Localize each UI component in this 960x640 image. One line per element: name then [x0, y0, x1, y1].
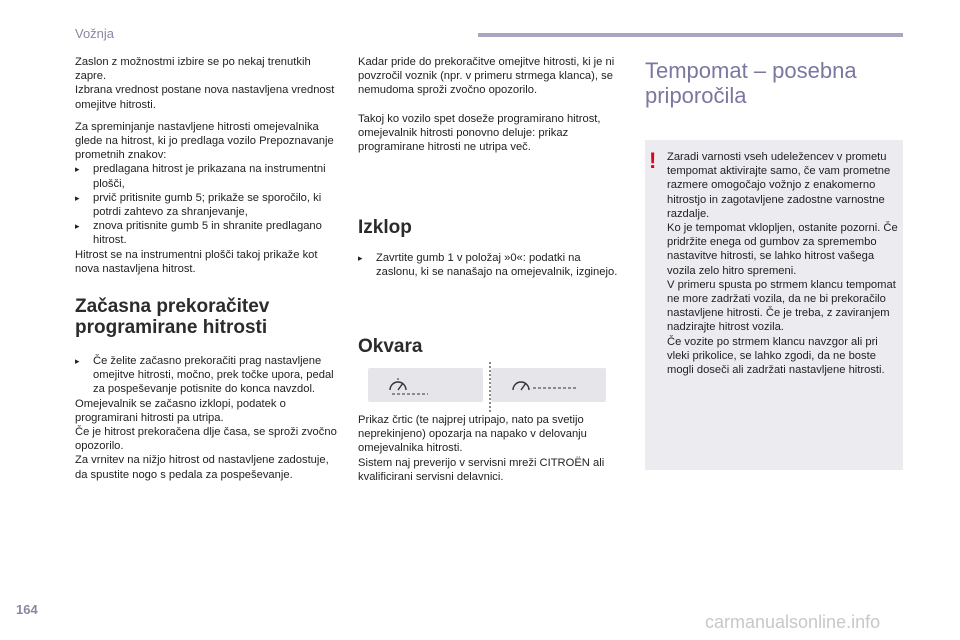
tempomat-title: Tempomat – posebna priporočila: [645, 58, 857, 108]
paragraph: Takoj ko vozilo spet doseže programirano hitrost, omejevalnik hitrosti ponovno deluje: prikaz programirane hitrosti ne utripa več.: [358, 112, 601, 154]
paragraph: Prikaz črtic (te najprej utripajo, nato pa svetijo neprekinjeno) opozarja na napako v delovanju omejevalnika hitrosti. Sistem naj preverijo v servisni mreži CITROËN ali kvalificirani servisni delavnici.: [358, 414, 605, 483]
heading-izklop: Izklop: [358, 217, 412, 238]
bullet-list: [358, 251, 618, 279]
speedometer-icon: [368, 368, 483, 402]
bullet-list: [75, 354, 340, 397]
list-item: ▸ Če želite začasno prekoračiti prag nastavljene omejitve hitrosti, močno, prek točke upora, pedal za pospeševanje potisnite do konca navzdol.: [75, 354, 340, 397]
column-1: [75, 55, 340, 490]
paragraph: Zaslon z možnostmi izbire se po nekaj trenutkih zapre. Izbrana vrednost postane nova nastavljena vrednost omejitve hitrosti.: [75, 56, 335, 111]
watermark: carmanualsonline.info: [705, 612, 881, 632]
section-heading: Začasna prekoračitev programirane hitrosti: [75, 296, 270, 339]
okvara-body: [358, 413, 623, 492]
list-item: ▸ znova pritisnite gumb 5 in shranite predlagano hitrost.: [75, 219, 340, 247]
list-item: ▸ prvič pritisnite gumb 5; prikaže se sporočilo, ki potrdi zahtevo za shranjevanje,: [75, 191, 340, 219]
izklop-body: [358, 251, 618, 279]
heading-okvara: Okvara: [358, 336, 423, 357]
paragraph: Kadar pride do prekoračitve omejitve hitrosti, ki je ni povzročil voznik (npr. v primeru strmega klanca), se nemudoma sproži zvočno opozorilo.: [358, 56, 615, 97]
paragraph: Omejevalnik se začasno izklopi, podatek o programirani hitrosti pa utripa. Če je hitrost prekoračena dlje časa, se sproži zvočno opozorilo. Za vrnitev na nižjo hitrost od nastavljene zadostuje, da spustite nogo s pedala za pospeševanje.: [75, 397, 337, 481]
speed-display-left: [368, 368, 483, 402]
warning-text: Zaradi varnosti vseh udeležencev v prometu tempomat aktivirajte samo, če vam prometne razmere omogočajo vožnjo z enakomerno hitrostjo in zagotavljene zadostne varnostne razdalje. Ko je tempomat vklopljen, ostanite pozorni. Če pridržite enega od gumbov za spremembo nastavitve hitrosti, se lahko hitrost vašega vozila zelo hitro spremeni. V primeru spusta po strmem klancu tempomat ne more zadržati vozila, da ne bi prekoračilo nastavljene hitrosti. Če je treba, z zaviranjem nadzirajte hitrost vozila. Če vozite po strmem klancu navzgor ali pri vleki prikolice, se lahko zgodi, da ne boste mogli doseči ali zadržati nastavljene hitrosti.: [667, 151, 898, 377]
section-title: Vožnja: [75, 26, 115, 41]
column-2: [358, 55, 623, 162]
warning-icon: !: [649, 148, 657, 173]
paragraph: Hitrost se na instrumentni plošči takoj prikaže kot nova nastavljena hitrost.: [75, 248, 318, 275]
bullet-list: [75, 162, 340, 247]
paragraph: Za spreminjanje nastavljene hitrosti omejevalnika glede na hitrost, ki jo predlaga vozilo Prepoznavanje prometnih znakov:: [75, 120, 334, 162]
list-item: ▸ predlagana hitrost je prikazana na instrumentni plošči,: [75, 162, 340, 190]
speed-display-right: [491, 368, 606, 402]
list-item: ▸ Zavrtite gumb 1 v položaj »0«: podatki na zaslonu, ki se nanašajo na omejevalnik, izginejo.: [358, 251, 618, 279]
header-bar: [478, 33, 903, 37]
page-number: 164: [16, 602, 38, 617]
warning-box: [645, 140, 903, 470]
speedometer-icon: [491, 368, 606, 402]
